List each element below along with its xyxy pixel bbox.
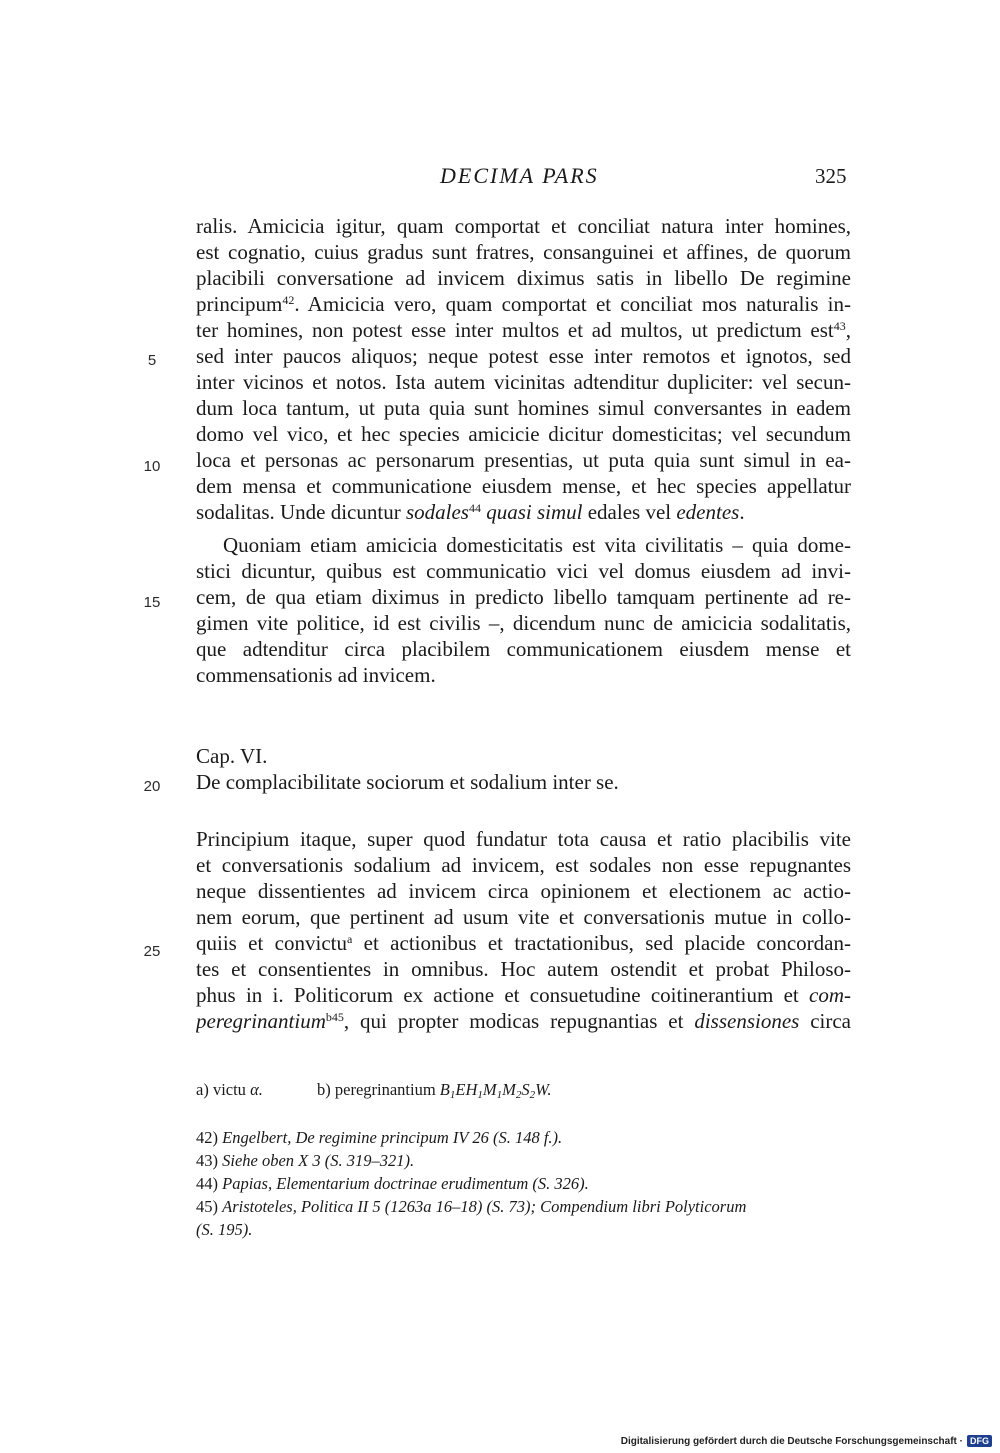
text-line: dum loca tantum, ut puta quia sunt homines simul conversantes in eadem [196,396,851,420]
footnote-ref[interactable]: 44 [468,501,481,515]
text-line: est cognatio, cuius gradus sunt fratres, consanguinei et affines, de quorum [196,240,851,264]
chapter-label: Cap. VI. [196,744,268,768]
footnote-ref[interactable]: 43 [833,319,846,333]
digitization-credit [621,1435,992,1447]
line-number: 10 [143,458,161,475]
text-line: loca et personas ac personarum presentias, ut puta quia sunt simul in ea- [196,448,851,472]
text-line: quiis et convictu$^a$ et actionibus et tractationibus, sed placide concordan- [196,931,851,955]
text-line: cem, de qua etiam diximus in predicto libello tamquam pertinente ad re- [196,585,851,609]
text-line: inter vicinos et notos. Ista autem vicinitas adtenditur dupliciter: vel secun- [196,370,851,394]
text-line: placibili conversatione ad invicem diximus satis in libello De regimine [196,266,851,290]
line-number: 5 [147,352,157,369]
text-line: commensationis ad invicem. [196,663,436,687]
digitization-credit-text: Digitalisierung gefördert durch die Deutsche Forschungsgemeinschaft · [620,1435,963,1447]
text-line: sed inter paucos aliquos; neque potest esse inter remotos et ignotos, sed [196,344,851,368]
line-number: 15 [143,594,161,611]
header-title: DECIMA PARS [440,163,599,188]
text-line: ter homines, non potest esse inter multos et ad multos, ut predictum est$^{43}$, [196,318,851,342]
apparatus-entry-b: b) peregrinantium $B_1EH_1M_1M_2S_2W$. [317,1080,552,1101]
footnote-43: 43) Siehe oben X 3 (S. 319–321). [196,1151,415,1170]
footnote-45-continued: (S. 195). [196,1220,253,1239]
footnote-44: 44) Papias, Elementarium doctrinae erudimentum (S. 326). [196,1174,589,1193]
text-line: phus in i. Politicorum ex actione et consuetudine coitinerantium et com- [196,983,851,1007]
text-line: et conversationis sodalium ad invicem, est sodales non esse repugnantes [196,853,851,877]
dfg-logo-icon: DFG [967,1435,992,1447]
text-line: tes et consentientes in omnibus. Hoc autem ostendit et probat Philoso- [196,957,851,981]
footnote-42: 42) Engelbert, De regimine principum IV 26 (S. 148 f.). [196,1128,563,1147]
apparatus-entry-a: a) victu α. [196,1080,263,1099]
text-line: nem eorum, que pertinent ad usum vite et conversationis mutue in collo- [196,905,851,929]
text-line: Principium itaque, super quod fundatur tota causa et ratio placibilis vite [196,827,851,851]
text-line: Quoniam etiam amicicia domesticitatis est vita civilitatis – quia dome- [223,533,851,557]
text-line: stici dicuntur, quibus est communicatio vici vel domus eiusdem ad invi- [196,559,851,583]
line-number: 20 [143,778,161,795]
text-line: que adtenditur circa placibilem communicationem eiusdem mense et [196,637,851,661]
line-number: 25 [143,943,161,960]
text-line: principum$^{42}$. Amicicia vero, quam comportat et conciliat mos naturalis in- [196,292,851,316]
text-line: peregrinantium$^{b45}$, qui propter modicas repugnantias et dissensiones circa [196,1009,851,1033]
chapter-title: De complacibilitate sociorum et sodalium inter se. [196,770,619,794]
footnote-ref[interactable]: b45 [325,1010,344,1024]
text-line: sodalitas. Unde dicuntur sodales$^{44}$ quasi simul edales vel edentes. [196,500,745,524]
text-line: domo vel vico, et hec species amicicie dicitur domesticitas; vel secundum [196,422,851,446]
apparatus-ref[interactable]: a [347,932,353,946]
text-line: neque dissentientes ad invicem circa opinionem et electionem ac actio- [196,879,851,903]
footnote-ref[interactable]: 42 [282,293,295,307]
text-line: ralis. Amicicia igitur, quam comportat et conciliat natura inter homines, [196,214,851,238]
page-number: 325 [815,164,847,188]
footnote-45: 45) Aristoteles, Politica II 5 (1263a 16–18) (S. 73); Compendium libri Polyticorum [196,1197,747,1216]
text-line: dem mensa et communicatione eiusdem mense, et hec species appellatur [196,474,851,498]
text-line: gimen vite politice, id est civilis –, dicendum nunc de amicicia sodalitatis, [196,611,851,635]
